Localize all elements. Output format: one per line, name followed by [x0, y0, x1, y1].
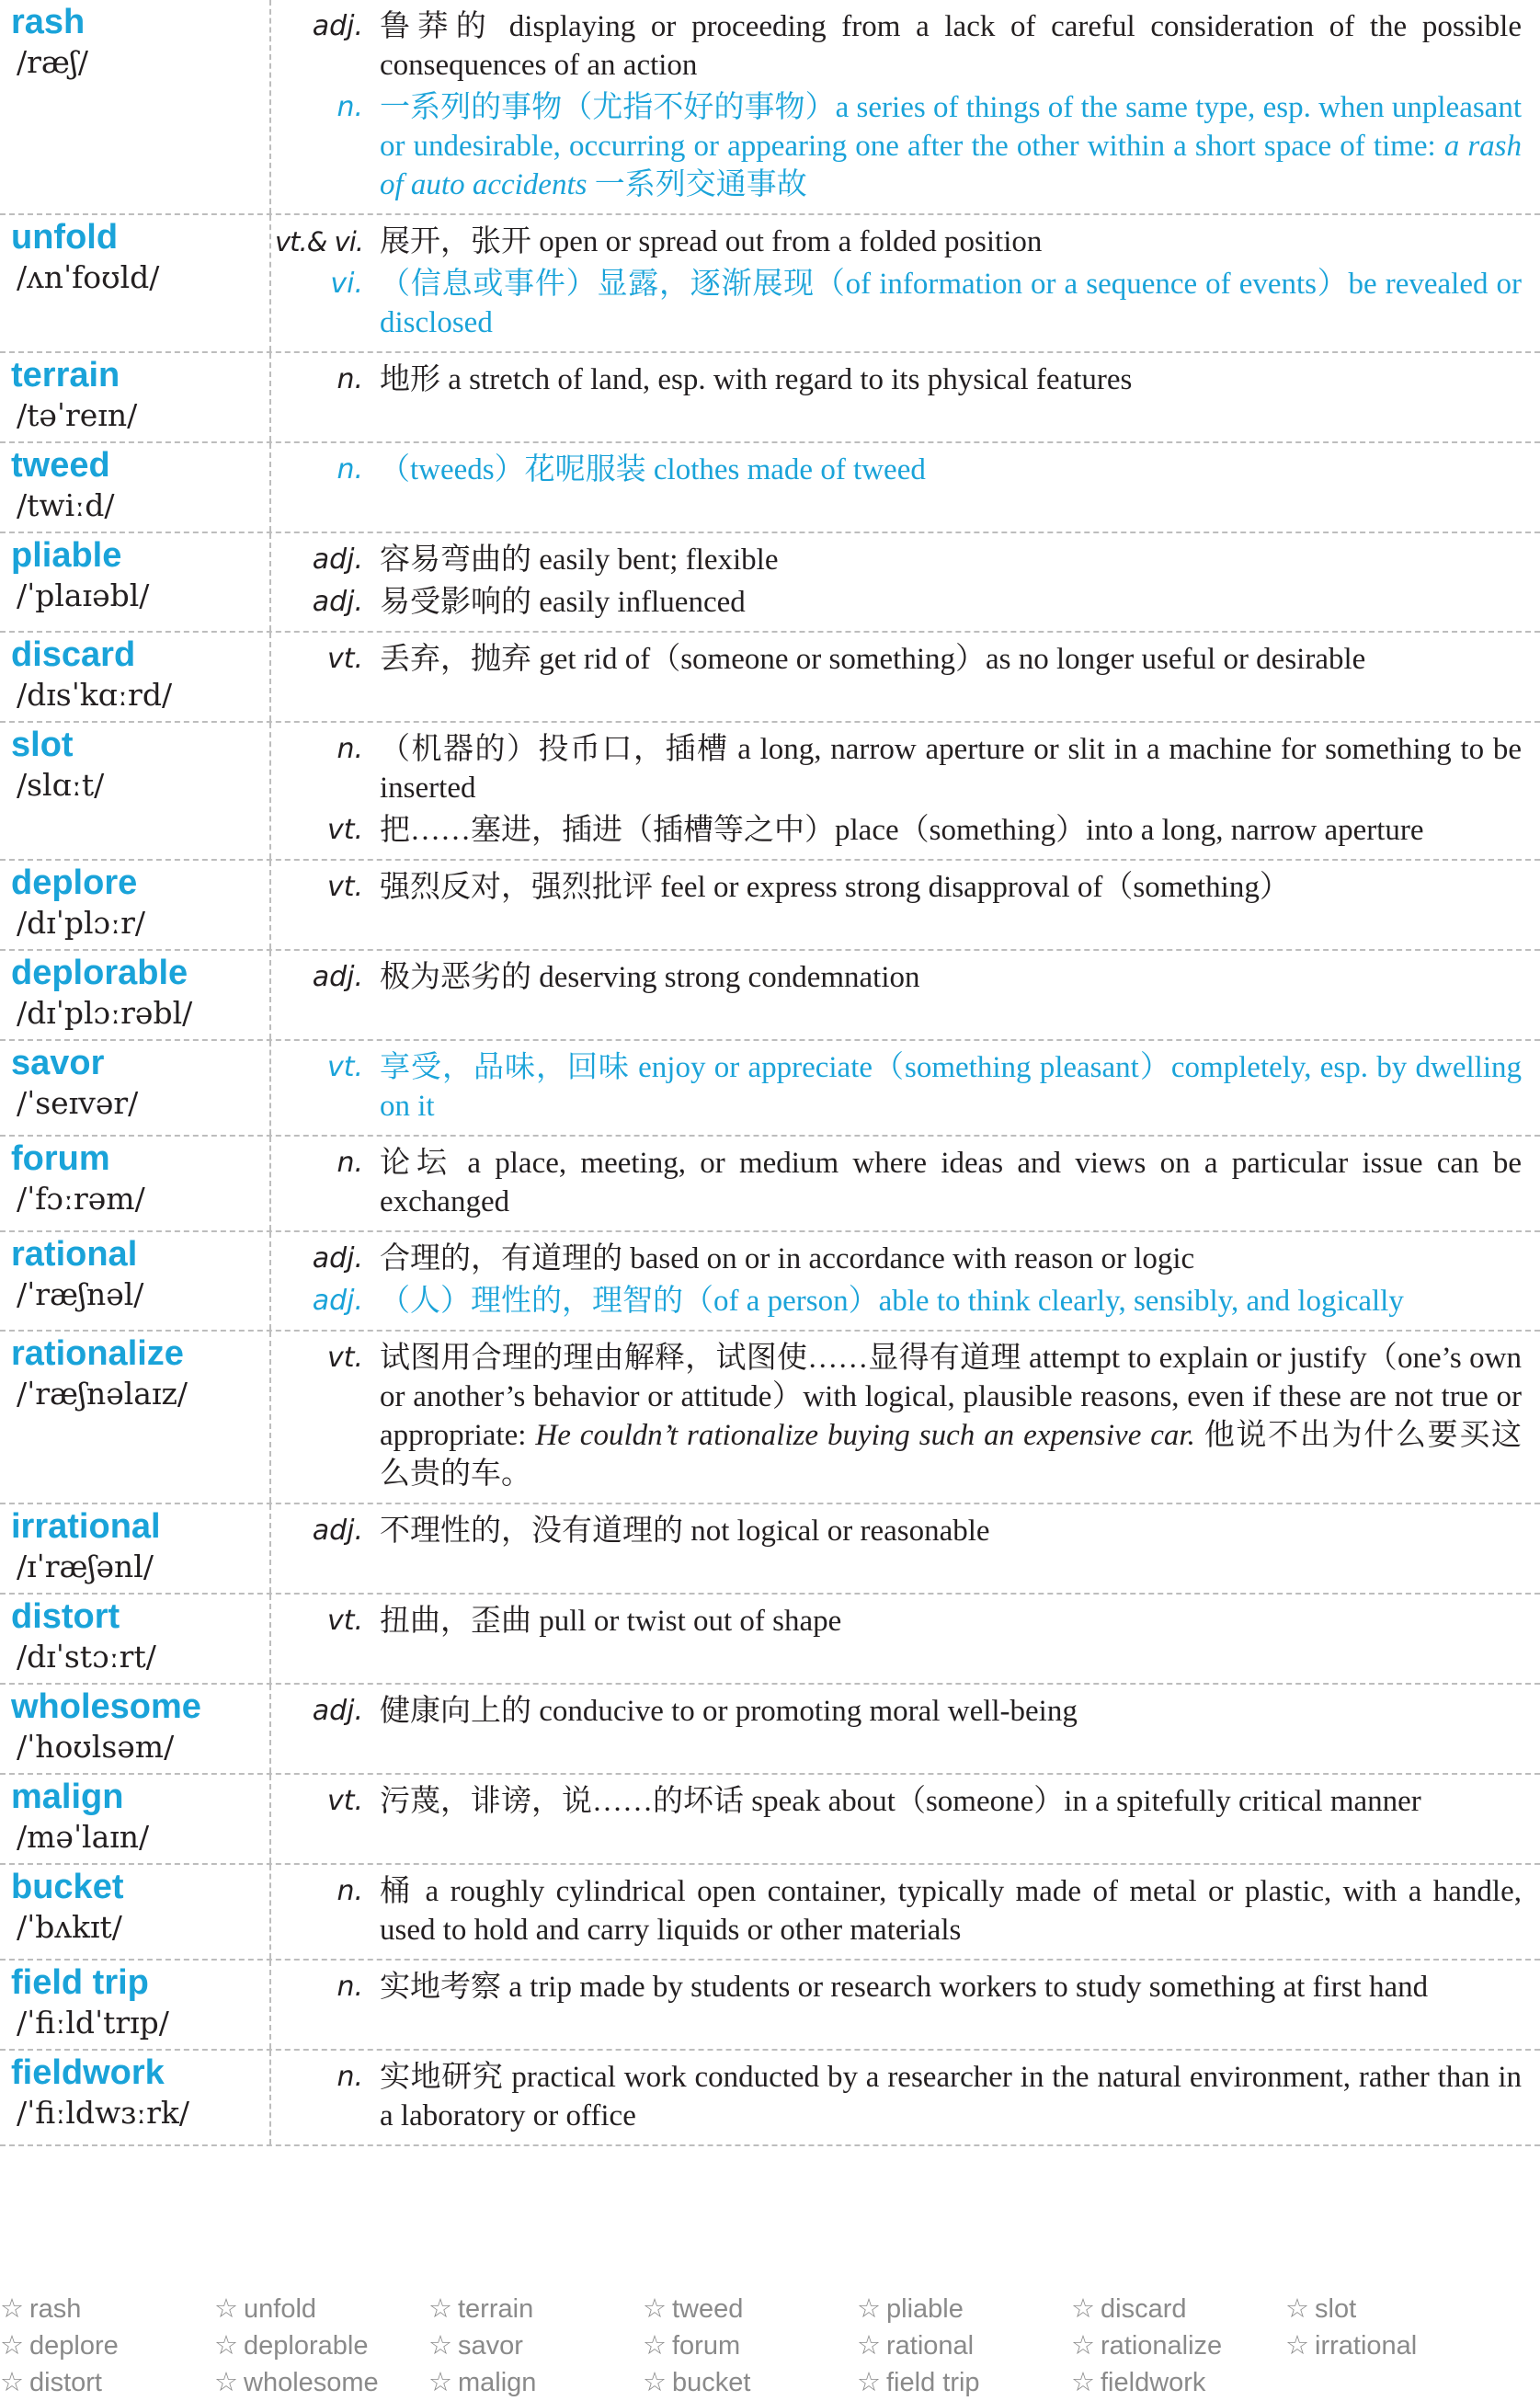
phonetic: /twiːd/	[17, 487, 115, 523]
review-word	[1071, 2327, 1285, 2363]
part-of-speech: adj.	[312, 1242, 363, 1275]
definition-text	[380, 265, 1522, 342]
part-of-speech: n.	[337, 733, 363, 765]
word-column	[0, 2051, 271, 2144]
definition-text	[380, 451, 1522, 489]
entry-row	[0, 533, 1540, 633]
review-word-label: pliable	[886, 2294, 964, 2324]
phonetic: /ˈplaɪəbl/	[17, 577, 150, 613]
word-column	[0, 1865, 271, 1959]
review-word	[857, 2327, 1071, 2363]
star-icon: ☆	[0, 2366, 24, 2397]
sense	[271, 811, 1522, 850]
entry-row	[0, 0, 1540, 215]
definition-main: 试图用合理的理由解释，试图使……显得有道理 attempt to explain or justify（one’s own or another’s behavior or attitude）with logical, plausible reasons, even if these are not true or appropriate:	[380, 1342, 1522, 1452]
definition-text	[380, 811, 1522, 850]
sense	[271, 640, 1522, 679]
phonetic: /dɪsˈkɑːrd/	[17, 677, 173, 713]
star-icon: ☆	[643, 2329, 667, 2361]
word-column	[0, 0, 271, 213]
word-column	[0, 1961, 271, 2049]
entry-row	[0, 1685, 1540, 1775]
phonetic: /ʌnˈfoʊld/	[17, 259, 160, 295]
sense	[271, 730, 1522, 807]
definition-text	[380, 1692, 1522, 1731]
definition-column	[271, 633, 1540, 721]
star-icon: ☆	[1071, 2329, 1095, 2361]
phonetic: /ˈfiːldwɜːrk/	[17, 2095, 190, 2131]
word-column	[0, 951, 271, 1039]
word-column	[0, 1232, 271, 1330]
definition-main: 桶 a roughly cylindrical open container, typically made of metal or plastic, with a handle, used to hold and carry liquids or other materials	[380, 1875, 1522, 1947]
review-word	[428, 2363, 643, 2400]
definition-column	[271, 215, 1540, 351]
word-column	[0, 1775, 271, 1863]
definition-main: 合理的，有道理的 based on or in accordance with reason or logic	[380, 1242, 1195, 1275]
definition-main: 实地研究 practical work conducted by a researcher in the natural environment, rather than in a laboratory or office	[380, 2061, 1522, 2132]
review-word	[857, 2290, 1071, 2327]
entry-row	[0, 1232, 1540, 1332]
word-column	[0, 1504, 271, 1593]
phonetic: /slɑːt/	[17, 767, 105, 803]
definition-text	[380, 730, 1522, 807]
definition-text	[380, 1144, 1522, 1221]
headword: pliable	[11, 536, 122, 575]
headword: savor	[11, 1044, 105, 1082]
review-row	[0, 2327, 1540, 2363]
headword: malign	[11, 1778, 124, 1816]
entry-row	[0, 951, 1540, 1041]
sense	[271, 1782, 1522, 1821]
headword: distort	[11, 1597, 120, 1636]
entry-row	[0, 2051, 1540, 2146]
review-word	[1071, 2363, 1285, 2400]
definition-main: 污蔑，诽谤，说……的坏话 speak about（someone）in a spitefully critical manner	[380, 1785, 1421, 1818]
star-icon: ☆	[857, 2292, 881, 2324]
star-icon: ☆	[428, 2329, 452, 2361]
phonetic: /ˈræʃnəl/	[17, 1276, 144, 1312]
definition-main: 享受，品味，回味 enjoy or appreciate（something pleasant）completely, esp. by dwelling on it	[380, 1051, 1522, 1123]
part-of-speech: adj.	[312, 961, 363, 993]
entry-row	[0, 1595, 1540, 1685]
definition-text	[380, 868, 1522, 907]
sense	[271, 223, 1522, 261]
part-of-speech: adj.	[312, 586, 363, 618]
review-word-label: forum	[672, 2331, 741, 2361]
phonetic: /dɪˈstɔːrt/	[17, 1639, 156, 1675]
part-of-speech: vi.	[330, 268, 363, 300]
word-column	[0, 1137, 271, 1230]
word-column	[0, 633, 271, 721]
definition-text	[380, 958, 1522, 997]
definition-column	[271, 1504, 1540, 1593]
headword: rash	[11, 3, 86, 41]
definition-main: 把……塞进，插进（插槽等之中）place（something）into a long, narrow aperture	[380, 814, 1424, 847]
headword: field trip	[11, 1963, 149, 2002]
definition-text	[380, 7, 1522, 85]
definition-main: 健康向上的 conducive to or promoting moral well-being	[380, 1695, 1078, 1728]
star-icon: ☆	[857, 2366, 881, 2397]
star-icon: ☆	[214, 2292, 238, 2324]
review-word-label: deplore	[29, 2331, 119, 2361]
sense	[271, 868, 1522, 907]
part-of-speech: n.	[337, 363, 363, 395]
review-word-label: field trip	[886, 2368, 980, 2397]
review-word	[214, 2363, 428, 2400]
definition-main: 强烈反对，强烈批评 feel or express strong disapproval of（something）	[380, 871, 1290, 904]
phonetic: /dɪˈplɔːr/	[17, 905, 146, 941]
star-icon: ☆	[1071, 2366, 1095, 2397]
part-of-speech: n.	[337, 1971, 363, 2003]
phonetic: /ræʃ/	[17, 44, 88, 80]
word-column	[0, 1595, 271, 1683]
definition-column	[271, 1041, 1540, 1135]
definition-main: 论坛 a place, meeting, or medium where ideas and views on a particular issue can be exchanged	[380, 1147, 1522, 1218]
star-icon: ☆	[857, 2329, 881, 2361]
star-icon: ☆	[428, 2292, 452, 2324]
part-of-speech: vt.	[326, 643, 363, 675]
phonetic: /ˈfiːldˈtrɪp/	[17, 2005, 169, 2041]
sense	[271, 1048, 1522, 1126]
entry-row	[0, 1775, 1540, 1865]
sense	[271, 1339, 1522, 1493]
headword: fieldwork	[11, 2053, 165, 2092]
definition-text	[380, 640, 1522, 679]
star-icon: ☆	[0, 2292, 24, 2324]
sense	[271, 1602, 1522, 1641]
part-of-speech: adj.	[312, 1695, 363, 1727]
review-word-label: rash	[29, 2294, 82, 2324]
part-of-speech: n.	[337, 2061, 363, 2093]
example-sentence: He couldn’t rationalize buying such an expensive car.	[535, 1419, 1195, 1452]
definition-column	[271, 443, 1540, 532]
headword: deplorable	[11, 954, 188, 992]
review-word	[428, 2290, 643, 2327]
part-of-speech: vt.	[326, 1342, 363, 1374]
definition-text	[380, 1512, 1522, 1550]
definition-column	[271, 1137, 1540, 1230]
definition-main: 不理性的，没有道理的 not logical or reasonable	[380, 1515, 990, 1548]
part-of-speech: vt.	[326, 1051, 363, 1083]
word-column	[0, 533, 271, 631]
star-icon: ☆	[214, 2329, 238, 2361]
definition-text	[380, 1602, 1522, 1641]
example-translation: 一系列交通事故	[594, 168, 807, 201]
definition-text	[380, 2058, 1522, 2135]
headword: discard	[11, 635, 136, 674]
headword: rational	[11, 1235, 138, 1274]
part-of-speech: adj.	[312, 10, 363, 42]
sense	[271, 2058, 1522, 2135]
review-word	[214, 2327, 428, 2363]
phonetic: /ˈfɔːrəm/	[17, 1181, 145, 1217]
part-of-speech: n.	[337, 91, 363, 123]
entry-row	[0, 1504, 1540, 1595]
definition-text	[380, 223, 1522, 261]
star-icon: ☆	[428, 2366, 452, 2397]
definition-text	[380, 1968, 1522, 2007]
entry-row	[0, 861, 1540, 951]
part-of-speech: vt.	[326, 1605, 363, 1637]
review-word-label: irrational	[1315, 2331, 1418, 2361]
headword: irrational	[11, 1507, 161, 1546]
phonetic: /dɪˈplɔːrəbl/	[17, 995, 193, 1031]
definition-column	[271, 0, 1540, 213]
definition-main: 一系列的事物（尤指不好的事物）a series of things of the same type, esp. when unpleasant or undesirable, occurring or appearing one after the other within a short space of time:	[380, 91, 1522, 163]
definition-text	[380, 1048, 1522, 1126]
star-icon: ☆	[214, 2366, 238, 2397]
review-word	[428, 2327, 643, 2363]
definition-main: （信息或事件）显露，逐渐展现（of information or a sequence of events）be revealed or disclosed	[380, 268, 1522, 339]
headword: deplore	[11, 863, 138, 902]
review-word-label: deplorable	[244, 2331, 369, 2361]
word-column	[0, 723, 271, 859]
part-of-speech: vt.	[326, 814, 363, 846]
definition-column	[271, 1961, 1540, 2049]
definition-text	[380, 88, 1522, 204]
definition-main: 扭曲，歪曲 pull or twist out of shape	[380, 1605, 842, 1638]
review-word-grid	[0, 2290, 1540, 2400]
review-word-label: distort	[29, 2368, 102, 2397]
sense	[271, 541, 1522, 579]
review-word-label: bucket	[672, 2368, 751, 2397]
headword: wholesome	[11, 1687, 201, 1726]
entry-row	[0, 1137, 1540, 1232]
phonetic: /məˈlaɪn/	[17, 1819, 150, 1855]
review-word-label: rationalize	[1101, 2331, 1223, 2361]
review-word	[857, 2363, 1071, 2400]
definition-column	[271, 1232, 1540, 1330]
definition-text	[380, 1782, 1522, 1821]
definition-main: 鲁莽的 displaying or proceeding from a lack of careful consideration of the possible consequences of an action	[380, 10, 1522, 82]
sense	[271, 1240, 1522, 1278]
entry-row	[0, 1865, 1540, 1961]
entry-row	[0, 1961, 1540, 2051]
review-word	[643, 2327, 857, 2363]
review-word-label: savor	[458, 2331, 523, 2361]
star-icon: ☆	[0, 2329, 24, 2361]
phonetic: /ˈseɪvər/	[17, 1085, 139, 1121]
definition-column	[271, 861, 1540, 949]
example-translation: 他说不出为什么要买这么贵的车。	[380, 1419, 1522, 1491]
word-column	[0, 215, 271, 351]
part-of-speech: adj.	[312, 1515, 363, 1547]
definition-main: 容易弯曲的 easily bent; flexible	[380, 543, 779, 577]
headword: forum	[11, 1139, 110, 1178]
sense	[271, 360, 1522, 399]
review-row	[0, 2363, 1540, 2400]
definition-main: 实地考察 a trip made by students or research workers to study something at first hand	[380, 1971, 1429, 2004]
review-word-label: rational	[886, 2331, 975, 2361]
word-column	[0, 353, 271, 441]
part-of-speech: vt.	[326, 871, 363, 903]
definition-main: 易受影响的 easily influenced	[380, 586, 746, 619]
phonetic: /ɪˈræʃənl/	[17, 1549, 154, 1584]
review-word	[0, 2290, 214, 2327]
definition-column	[271, 1865, 1540, 1959]
review-word-label: unfold	[244, 2294, 317, 2324]
definition-main: 丢弃，抛弃 get rid of（someone or something）as no longer useful or desirable	[380, 643, 1366, 676]
review-word	[0, 2327, 214, 2363]
sense	[271, 1282, 1522, 1321]
definition-column	[271, 2051, 1540, 2144]
word-column	[0, 443, 271, 532]
definition-main: （机器的）投币口，插槽 a long, narrow aperture or slit in a machine for something to be inserted	[380, 733, 1522, 805]
entry-row	[0, 443, 1540, 533]
review-row	[0, 2290, 1540, 2327]
definition-column	[271, 951, 1540, 1039]
entry-row	[0, 1041, 1540, 1137]
entry-row	[0, 633, 1540, 723]
sense	[271, 1692, 1522, 1731]
phonetic: /ˈhoʊlsəm/	[17, 1729, 175, 1765]
entry-row	[0, 215, 1540, 353]
headword: tweed	[11, 446, 110, 485]
word-column	[0, 861, 271, 949]
phonetic: /təˈreɪn/	[17, 397, 138, 433]
example-sentence: a rash of auto accidents	[380, 130, 1523, 201]
definition-text	[380, 1339, 1522, 1493]
review-word-label: wholesome	[244, 2368, 379, 2397]
review-word	[643, 2363, 857, 2400]
definition-column	[271, 723, 1540, 859]
review-word-label: terrain	[458, 2294, 534, 2324]
word-column	[0, 1332, 271, 1503]
definition-column	[271, 353, 1540, 441]
definition-column	[271, 1685, 1540, 1773]
definition-main: 地形 a stretch of land, esp. with regard to its physical features	[380, 363, 1133, 396]
part-of-speech: n.	[337, 453, 363, 486]
word-column	[0, 1041, 271, 1135]
definition-text	[380, 583, 1522, 622]
definition-column	[271, 1332, 1540, 1503]
sense	[271, 1512, 1522, 1550]
review-word-label: discard	[1101, 2294, 1187, 2324]
phonetic: /ˈbʌkɪt/	[17, 1909, 122, 1945]
headword: slot	[11, 726, 74, 764]
review-word-label: fieldwork	[1101, 2368, 1206, 2397]
review-word	[1285, 2327, 1500, 2363]
headword: bucket	[11, 1868, 124, 1906]
sense	[271, 1968, 1522, 2007]
part-of-speech: n.	[337, 1875, 363, 1907]
star-icon: ☆	[1285, 2292, 1309, 2324]
sense	[271, 7, 1522, 85]
sense	[271, 88, 1522, 204]
review-word	[1285, 2290, 1500, 2327]
headword: terrain	[11, 356, 120, 394]
sense	[271, 1872, 1522, 1949]
definition-text	[380, 1240, 1522, 1278]
part-of-speech: vt.	[326, 1785, 363, 1817]
sense	[271, 265, 1522, 342]
entry-row	[0, 353, 1540, 443]
review-word-label: slot	[1315, 2294, 1357, 2324]
star-icon: ☆	[1285, 2329, 1309, 2361]
phonetic: /ˈræʃnəlaɪz/	[17, 1376, 188, 1412]
review-word-label: tweed	[672, 2294, 744, 2324]
star-icon: ☆	[1071, 2292, 1095, 2324]
sense	[271, 1144, 1522, 1221]
entry-row	[0, 723, 1540, 861]
part-of-speech: adj.	[312, 543, 363, 576]
definition-text	[380, 1872, 1522, 1949]
sense	[271, 583, 1522, 622]
review-word	[214, 2290, 428, 2327]
star-icon: ☆	[643, 2366, 667, 2397]
headword: rationalize	[11, 1334, 184, 1373]
definition-text	[380, 541, 1522, 579]
star-icon: ☆	[643, 2292, 667, 2324]
part-of-speech: adj.	[312, 1285, 363, 1317]
definition-main: 展开，张开 open or spread out from a folded position	[380, 225, 1043, 258]
definition-main: （tweeds）花呢服装 clothes made of tweed	[380, 453, 926, 486]
definition-text	[380, 360, 1522, 399]
sense	[271, 958, 1522, 997]
part-of-speech: vt.& vi.	[274, 226, 363, 257]
definition-column	[271, 1775, 1540, 1863]
definition-column	[271, 533, 1540, 631]
review-word-label: malign	[458, 2368, 537, 2397]
review-word	[643, 2290, 857, 2327]
definition-main: 极为恶劣的 deserving strong condemnation	[380, 961, 920, 994]
definition-main: （人）理性的，理智的（of a person）able to think clearly, sensibly, and logically	[380, 1285, 1404, 1318]
sense	[271, 451, 1522, 489]
word-column	[0, 1685, 271, 1773]
entry-row	[0, 1332, 1540, 1504]
review-word	[1071, 2290, 1285, 2327]
review-word	[0, 2363, 214, 2400]
part-of-speech: n.	[337, 1147, 363, 1179]
definition-column	[271, 1595, 1540, 1683]
headword: unfold	[11, 218, 119, 257]
definition-text	[380, 1282, 1522, 1321]
